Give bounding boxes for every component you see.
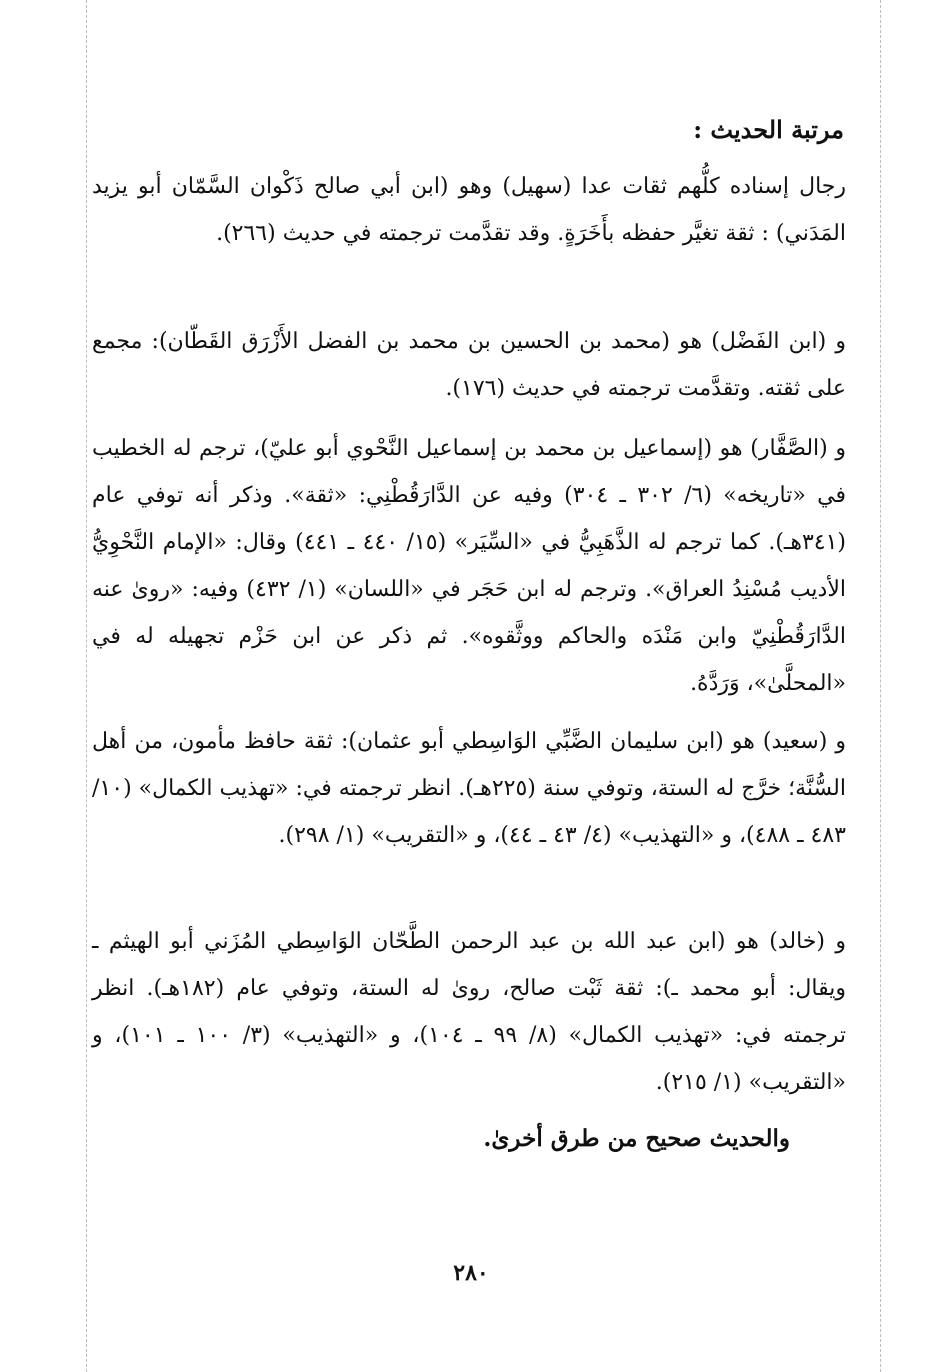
right-margin-guide: [880, 0, 881, 1372]
paragraph-isnad: رجال إسناده كلُّهم ثقات عدا (سهيل) وهو (ابن أبي صالح ذَكْوان السَّمّان أبو يزيد المَدَني) : ثقة تغيَّر حفظه بأَخَرَةٍ. وقد تقدَّمت ترجمته في حديث (٢٦٦).: [92, 174, 846, 246]
paragraph-saeed: و (سعيد) هو (ابن سليمان الضَّبِّي الوَاسِطي أبو عثمان): ثقة حافظ مأمون، من أهل السُّنَّة؛ خرَّج له الستة، وتوفي سنة (٢٢٥هـ). انظر ترجمته في: «تهذيب الكمال» (١٠/ ٤٨٣ ـ ٤٨٨)، و «التهذيب» (٤/ ٤٣ ـ ٤٤)، و «التقريب» (١/ ٢٩٨).: [92, 729, 846, 848]
paragraph-al-saffar: و (الصَّفَّار) هو (إسماعيل بن محمد بن إسماعيل النَّحْوي أبو عليّ)، ترجم له الخطيب في «تاريخه» (٦/ ٣٠٢ ـ ٣٠٤) وفيه عن الدَّارَقُطْنِي: «ثقة». وذكر أنه توفي عام (٣٤١هـ). كما ترجم له الذَّهَبِيُّ في «السِّيَر» (١٥/ ٤٤٠ ـ ٤٤١) وقال: «الإمام النَّحْوِيُّ الأديب مُسْنِدُ العراق». وترجم له ابن حَجَر في «اللسان» (١/ ٤٣٢) وفيه: «روىٰ عنه الدَّارَقُطْنِيّ وابن مَنْدَه والحاكم ووثَّقوه». ثم ذكر عن ابن حَزْم تجهيله له في «المحلَّىٰ»، وَرَدَّهُ.: [92, 436, 847, 696]
left-margin-guide: [86, 0, 87, 1372]
paragraph-ibn-al-fadl: و (ابن الفَضْل) هو (محمد بن الحسين بن محمد بن الفضل الأَزْرَق القَطّان): مجمع على ثقته. وتقدَّمت ترجمته في حديث (١٧٦).: [92, 329, 846, 401]
paragraph-khalid: و (خالد) هو (ابن عبد الله بن عبد الرحمن الطَّحّان الوَاسِطي المُزَني أبو الهيثم ـ ويقال: أبو محمد ـ): ثقة ثَبْت صالح، روىٰ له الستة، وتوفي عام (١٨٢هـ). انظر ترجمته في: «تهذيب الكمال» (٨/ ٩٩ ـ ١٠٤)، و «التهذيب» (٣/ ١٠٠ ـ ١٠١)، و «التقريب» (١/ ٢١٥).: [92, 929, 847, 1095]
conclusion-line: والحديث صحيح من طرق أخرىٰ.: [483, 1125, 790, 1152]
section-heading: مرتبة الحديث :: [693, 115, 844, 144]
page-number: ٢٨٠: [453, 1260, 489, 1286]
